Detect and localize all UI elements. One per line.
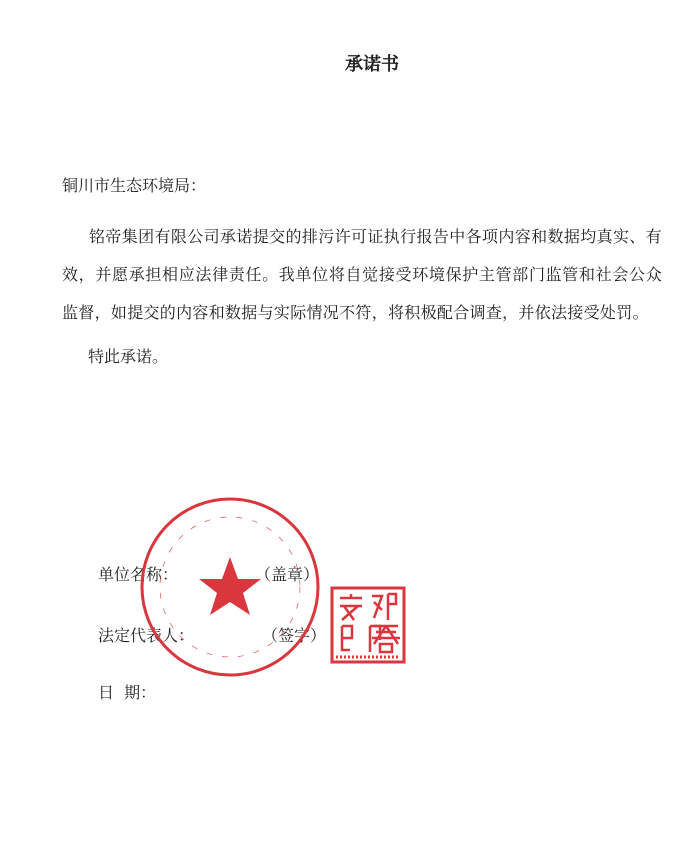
document-title: 承诺书 (345, 54, 399, 75)
salutation: 铜川市生态环境局： (62, 176, 207, 195)
seal-note: （盖章） (255, 565, 320, 584)
personal-seal-stamp (330, 586, 406, 664)
closing: 特此承诺。 (88, 347, 169, 366)
sign-note: （签字） (262, 626, 327, 645)
star-icon (199, 557, 261, 615)
commitment-body: 铭帝集团有限公司承诺提交的排污许可证执行报告中各项内容和数据均真实、有效，并愿承担相应法律责任。我单位将自觉接受环境保护主管部门监管和社会公众监督，如提交的内容和数据与实际情况不符，将积极配合调查，并依法接受处罚。 (62, 227, 662, 322)
unit-name-label: 单位名称： (98, 565, 179, 584)
company-seal-stamp (138, 495, 323, 680)
date-label: 日 期： (98, 683, 157, 702)
legal-rep-label: 法定代表人： (98, 626, 195, 645)
